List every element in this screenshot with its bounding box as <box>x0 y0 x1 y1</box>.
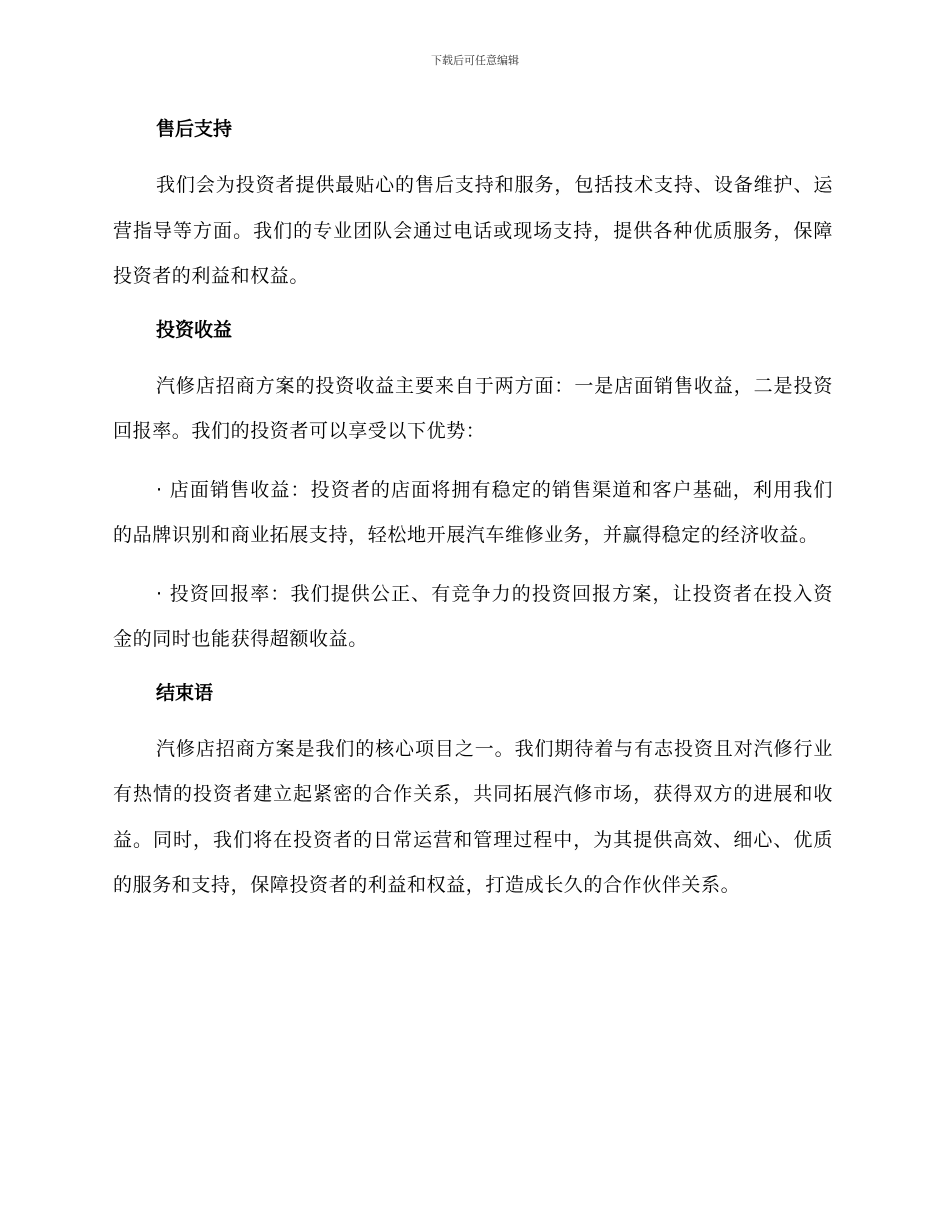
paragraph-after-sales: 我们会为投资者提供最贴心的售后支持和服务，包括技术支持、设备维护、运营指导等方面。我们的专业团队会通过电话或现场支持，提供各种优质服务，保障投资者的利益和权益。 <box>113 174 833 287</box>
bullet-roi: · 投资回报率：我们提供公正、有竞争力的投资回报方案，让投资者在投入资金的同时也能获得超额收益。 <box>113 582 833 650</box>
section-title-after-sales: 售后支持 <box>156 118 233 140</box>
section-title-conclusion: 结束语 <box>156 681 214 704</box>
bullet-store-sales: · 店面销售收益：投资者的店面将拥有稳定的销售渠道和客户基础，利用我们的品牌识别和商业拓展支持，轻松地开展汽车维修业务，并赢得稳定的经济收益。 <box>113 478 833 546</box>
document-body <box>113 112 833 922</box>
page-header: 下载后可任意编辑 <box>431 54 519 67</box>
paragraph-returns: 汽修店招商方案的投资收益主要来自于两方面：一是店面销售收益，二是投资回报率。我们的投资者可以享受以下优势： <box>113 374 833 442</box>
paragraph-conclusion: 汽修店招商方案是我们的核心项目之一。我们期待着与有志投资且对汽修行业有热情的投资者建立起紧密的合作关系，共同拓展汽修市场，获得双方的进展和收益。同时，我们将在投资者的日常运营和管理过程中，为其提供高效、细心、优质的服务和支持，保障投资者的利益和权益，打造成长久的合作伙伴关系。 <box>113 737 833 896</box>
section-title-returns: 投资收益 <box>156 318 233 341</box>
